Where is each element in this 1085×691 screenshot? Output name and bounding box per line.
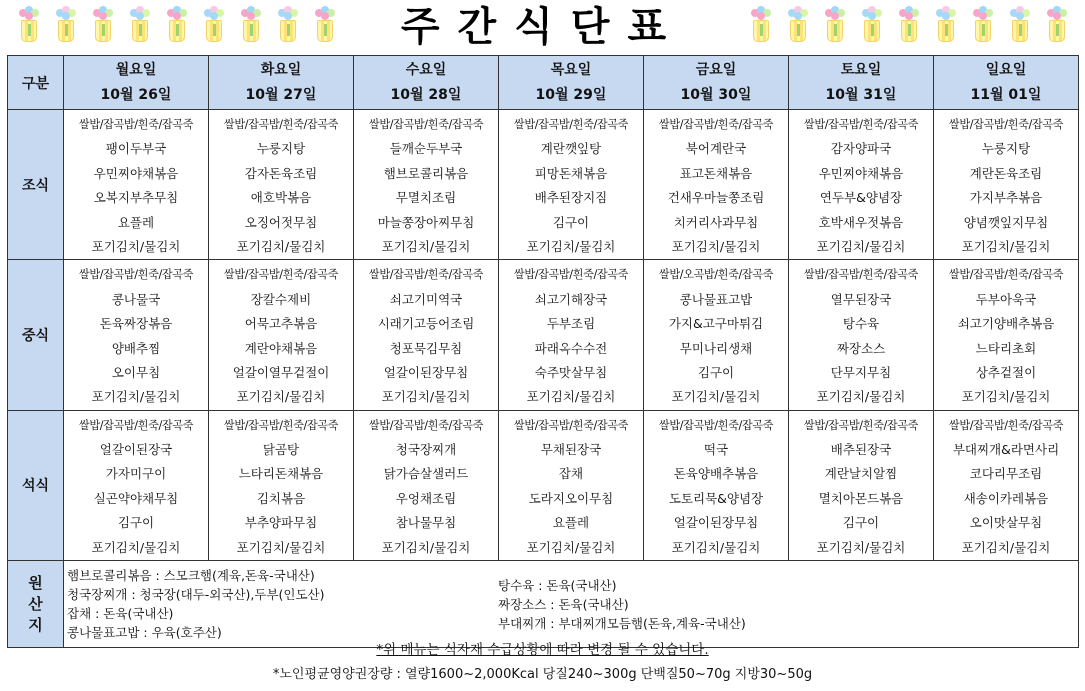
origin-line: 탕수육 : 돈육(국내산) (498, 578, 617, 594)
menu-item: 오복지부추무침 (93, 190, 179, 206)
menu-item: 가지부추볶음 (969, 190, 1043, 206)
menu-item: 부대찌개&라면사리 (952, 442, 1060, 458)
menu-item: 쌀밥/잡곡밥/흰죽/잡곡죽 (658, 118, 774, 131)
menu-item: 포기김치/물김치 (91, 539, 181, 555)
flower-pot-icon (269, 4, 306, 48)
menu-item: 계란날치알찜 (824, 466, 898, 482)
menu-item: 감자돈육조림 (244, 165, 318, 181)
meal-label: 중식 (8, 260, 64, 410)
meal-row (8, 410, 1079, 560)
menu-item: 장칼수제비 (250, 291, 312, 307)
menu-item: 누룽지탕 (256, 141, 306, 157)
origin-label-char: 지 (28, 615, 43, 634)
menu-item: 양념깻잎지무침 (963, 214, 1049, 230)
flower-pot-icon (779, 4, 816, 48)
menu-item: 닭곰탕 (262, 442, 300, 458)
menu-item: 북어계란국 (685, 141, 747, 157)
menu-item: 쌀밥/잡곡밥/흰죽/잡곡죽 (948, 418, 1064, 432)
menu-item: 쌀밥/잡곡밥/흰죽/잡곡죽 (803, 118, 919, 131)
flower-pot-icon (121, 4, 158, 48)
menu-item: 포기김치/물김치 (961, 539, 1051, 555)
flower-pot-icon (10, 4, 47, 48)
origin-line: 콩나물표고밥 : 우육(호주산) (67, 625, 222, 641)
menu-cell (644, 260, 789, 410)
menu-item: 애호박볶음 (250, 190, 312, 206)
menu-item: 얼갈이된장무침 (383, 364, 469, 380)
flower-pot-icon (84, 4, 121, 48)
day-header (934, 56, 1079, 110)
menu-item: 포기김치/물김치 (671, 539, 761, 555)
menu-item: 짜장소스 (836, 340, 886, 356)
menu-cell (354, 110, 499, 260)
menu-item: 포기김치/물김치 (671, 389, 761, 405)
flower-pot-icon (232, 4, 269, 48)
menu-item: 쌀밥/잡곡밥/흰죽/잡곡죽 (78, 418, 194, 432)
day-date: 10월 30일 (680, 86, 752, 103)
origin-line: 청국장찌개 : 청국장(대두-외국산),두부(인도산) (67, 587, 325, 603)
menu-item: 멸치아몬드볶음 (818, 490, 904, 506)
day-header (354, 56, 499, 110)
menu-item: 무미나리생채 (679, 340, 753, 356)
origin-line: 햄브로콜리볶음 : 스모크햄(계육,돈육-국내산) (67, 568, 315, 584)
menu-item: 계란야채볶음 (244, 340, 318, 356)
menu-item: 쇠고기미역국 (389, 291, 463, 307)
menu-cell (934, 410, 1079, 560)
menu-cell (644, 110, 789, 260)
menu-item: 콩나물국 (111, 291, 161, 307)
origin-line: 잡채 : 돈육(국내산) (67, 606, 174, 622)
meal-row (8, 110, 1079, 260)
origin-column-right (498, 576, 746, 633)
menu-item: 시래기고등어조림 (377, 316, 475, 332)
menu-item: 코다리무조림 (969, 466, 1043, 482)
menu-item: 참나물무침 (395, 515, 457, 531)
menu-item: 쌀밥/잡곡밥/흰죽/잡곡죽 (803, 418, 919, 432)
menu-item: 오징어젓무침 (244, 214, 318, 230)
menu-item: 포기김치/물김치 (381, 539, 471, 555)
menu-item: 포기김치/물김치 (526, 238, 616, 254)
menu-item: 새송이카레볶음 (963, 490, 1049, 506)
menu-item: 쌀밥/잡곡밥/흰죽/잡곡죽 (368, 118, 484, 131)
menu-item: 무멸치조림 (395, 190, 457, 206)
menu-item: 포기김치/물김치 (236, 238, 326, 254)
menu-item: 포기김치/물김치 (816, 389, 906, 405)
menu-cell (64, 260, 209, 410)
header-row (8, 56, 1079, 110)
menu-item: 잡채 (558, 466, 584, 482)
day-name: 일요일 (985, 61, 1027, 78)
menu-cell (209, 260, 354, 410)
origin-label (8, 561, 64, 648)
menu-item: 양배추찜 (111, 340, 161, 356)
menu-item: 무채된장국 (540, 442, 602, 458)
menu-item: 쌀밥/잡곡밥/흰죽/잡곡죽 (223, 118, 339, 131)
menu-item: 부추양파무침 (244, 515, 318, 531)
day-name: 목요일 (550, 61, 592, 78)
menu-item: 두부아욱국 (975, 291, 1037, 307)
menu-item: 표고돈채볶음 (679, 165, 753, 181)
menu-item: 요플레 (117, 214, 155, 230)
menu-item: 돈육양배추볶음 (673, 466, 759, 482)
menu-item: 김구이 (697, 364, 735, 380)
menu-item: 쌀밥/잡곡밥/흰죽/잡곡죽 (223, 268, 339, 282)
menu-item: 청포묵김무침 (389, 340, 463, 356)
flower-pot-icon (927, 4, 964, 48)
menu-cell (789, 260, 934, 410)
menu-item: 얼갈이된장무침 (673, 515, 759, 531)
origin-column-left (67, 566, 325, 642)
decoration-left (10, 4, 343, 48)
menu-item: 열무된장국 (830, 291, 892, 307)
menu-item: 탕수육 (842, 316, 880, 332)
menu-item: 가자미구이 (105, 466, 167, 482)
menu-item: 가지&고구마튀김 (668, 316, 764, 332)
menu-item: 숙주맛살무침 (534, 364, 608, 380)
menu-item: 쌀밥/잡곡밥/흰죽/잡곡죽 (513, 268, 629, 282)
menu-item: 우민찌야채볶음 (93, 165, 179, 181)
menu-item: 쌀밥/잡곡밥/흰죽/잡곡죽 (513, 118, 629, 131)
menu-item: 돈육짜장볶음 (99, 316, 173, 332)
menu-item: 포기김치/물김치 (526, 539, 616, 555)
day-date: 10월 28일 (390, 86, 462, 103)
origin-label-char: 원 (28, 573, 43, 592)
page-title: 주간식단표 (400, 4, 685, 50)
menu-item: 포기김치/물김치 (381, 389, 471, 405)
menu-cell (499, 260, 644, 410)
menu-item: 김구이 (552, 214, 590, 230)
menu-cell (354, 260, 499, 410)
menu-item: 건새우마늘쫑조림 (667, 190, 765, 206)
menu-cell (789, 110, 934, 260)
menu-item: 쌀밥/잡곡밥/흰죽/잡곡죽 (658, 418, 774, 432)
day-header (499, 56, 644, 110)
day-header (64, 56, 209, 110)
nutrition-footer: *노인평균영양권장량 : 열량1600~2,000Kcal 당질240~300g 단백질50~70g 지방30~50g (272, 667, 813, 682)
menu-item: 감자양파국 (830, 141, 892, 157)
menu-item: 포기김치/물김치 (816, 238, 906, 254)
day-name: 월요일 (115, 61, 157, 78)
menu-item: 팽이두부국 (105, 141, 167, 157)
menu-item: 닭가슴살샐러드 (383, 466, 469, 482)
day-date: 10월 26일 (100, 86, 172, 103)
meal-label: 조식 (8, 110, 64, 260)
meal-row (8, 260, 1079, 410)
flower-pot-icon (1038, 4, 1075, 48)
menu-item: 어묵고추볶음 (244, 316, 318, 332)
menu-cell (644, 410, 789, 560)
menu-item: 포기김치/물김치 (671, 238, 761, 254)
weekly-menu-table (7, 55, 1079, 648)
menu-item: 계란깻잎탕 (540, 141, 602, 157)
flower-pot-icon (816, 4, 853, 48)
origin-line: 짜장소스 : 돈육(국내산) (498, 597, 629, 613)
menu-item: 쌀밥/잡곡밥/흰죽/잡곡죽 (223, 418, 339, 432)
menu-item: 쌀밥/오곡밥/흰죽/잡곡죽 (658, 268, 774, 282)
day-name: 금요일 (695, 61, 737, 78)
menu-item: 쌀밥/잡곡밥/흰죽/잡곡죽 (78, 268, 194, 282)
gubun-header: 구분 (8, 56, 64, 110)
menu-item: 김구이 (842, 515, 880, 531)
day-header (209, 56, 354, 110)
menu-item: 느타리돈채볶음 (238, 466, 324, 482)
menu-item: 우민찌야채볶음 (818, 165, 904, 181)
day-date: 10월 27일 (245, 86, 317, 103)
meal-label: 석식 (8, 410, 64, 560)
menu-item: 단무지무침 (830, 364, 892, 380)
menu-item: 포기김치/물김치 (91, 389, 181, 405)
menu-item: 포기김치/물김치 (91, 238, 181, 254)
menu-item: 콩나물표고밥 (679, 291, 753, 307)
day-date: 10월 31일 (825, 86, 897, 103)
day-date: 10월 29일 (535, 86, 607, 103)
menu-cell (499, 410, 644, 560)
menu-cell (789, 410, 934, 560)
menu-item: 우엉채조림 (395, 490, 457, 506)
menu-item: 파래옥수수전 (534, 340, 608, 356)
menu-item: 느타리초회 (975, 340, 1037, 356)
menu-item: 도토리묵&양념장 (668, 490, 764, 506)
menu-item: 쌀밥/잡곡밥/흰죽/잡곡죽 (948, 268, 1064, 282)
menu-item: 쌀밥/잡곡밥/흰죽/잡곡죽 (78, 118, 194, 131)
decoration-right (742, 4, 1075, 48)
flower-pot-icon (1001, 4, 1038, 48)
origin-label-char: 산 (28, 594, 43, 613)
menu-item: 얼갈이열무겉절이 (232, 364, 330, 380)
menu-cell (209, 410, 354, 560)
flower-pot-icon (742, 4, 779, 48)
menu-item: 쌀밥/잡곡밥/흰죽/잡곡죽 (368, 268, 484, 282)
menu-item: 피망돈채볶음 (534, 165, 608, 181)
menu-cell (499, 110, 644, 260)
menu-item: 실곤약야채무침 (93, 490, 179, 506)
day-header (789, 56, 934, 110)
menu-item: 포기김치/물김치 (381, 238, 471, 254)
menu-item: 오이무침 (111, 364, 161, 380)
menu-item: 연두부&양념장 (819, 190, 903, 206)
menu-item: 포기김치/물김치 (816, 539, 906, 555)
menu-item: 쌀밥/잡곡밥/흰죽/잡곡죽 (368, 418, 484, 432)
flower-pot-icon (195, 4, 232, 48)
menu-item: 쌀밥/잡곡밥/흰죽/잡곡죽 (513, 418, 629, 432)
change-notice: *위 메뉴는 식자재 수급상황에 따라 변경 될 수 있습니다. (376, 642, 709, 658)
flower-pot-icon (964, 4, 1001, 48)
menu-item: 포기김치/물김치 (236, 389, 326, 405)
menu-cell (934, 110, 1079, 260)
menu-item: 쇠고기양배추볶음 (957, 316, 1055, 332)
menu-item: 포기김치/물김치 (961, 389, 1051, 405)
day-name: 화요일 (260, 61, 302, 78)
origin-row (8, 561, 1079, 648)
menu-cell (64, 110, 209, 260)
menu-item: 쌀밥/잡곡밥/흰죽/잡곡죽 (803, 268, 919, 282)
menu-item: 계란돈육조림 (969, 165, 1043, 181)
menu-item: 배추된장국 (830, 442, 892, 458)
menu-item: 쌀밥/잡곡밥/흰죽/잡곡죽 (948, 118, 1064, 131)
menu-item: 호박새우젓볶음 (818, 214, 904, 230)
menu-cell (354, 410, 499, 560)
menu-item: 누룽지탕 (981, 141, 1031, 157)
flower-pot-icon (853, 4, 890, 48)
menu-cell (934, 260, 1079, 410)
menu-item: 요플레 (552, 515, 590, 531)
menu-cell (64, 410, 209, 560)
menu-item: 상추겉절이 (975, 364, 1037, 380)
flower-pot-icon (158, 4, 195, 48)
menu-item: 배추된장지짐 (534, 190, 608, 206)
menu-item: 들깨순두부국 (389, 141, 463, 157)
menu-item: 햄브로콜리볶음 (383, 165, 469, 181)
menu-item: 포기김치/물김치 (526, 389, 616, 405)
page-header (0, 0, 1085, 52)
menu-cell (209, 110, 354, 260)
flower-pot-icon (47, 4, 84, 48)
menu-item: 김치볶음 (256, 490, 306, 506)
menu-item: 김구이 (117, 515, 155, 531)
menu-item: 포기김치/물김치 (961, 238, 1051, 254)
day-date: 11월 01일 (970, 86, 1042, 103)
menu-item: 두부조림 (546, 316, 596, 332)
menu-item: 치커리사과무침 (673, 214, 759, 230)
menu-item: 쇠고기해장국 (534, 291, 608, 307)
menu-item: 떡국 (703, 442, 729, 458)
origin-line: 부대찌개 : 부대찌개모듬햄(돈육,계육-국내산) (498, 616, 746, 632)
menu-item: 도라지오이무침 (528, 490, 614, 506)
menu-item: 포기김치/물김치 (236, 539, 326, 555)
day-header (644, 56, 789, 110)
day-name: 토요일 (840, 61, 882, 78)
menu-item: 오이맛살무침 (969, 515, 1043, 531)
day-name: 수요일 (405, 61, 447, 78)
flower-pot-icon (306, 4, 343, 48)
flower-pot-icon (890, 4, 927, 48)
menu-item: 마늘쫑장아찌무침 (377, 214, 475, 230)
menu-item: 얼갈이된장국 (99, 442, 173, 458)
origin-info (64, 561, 1079, 648)
menu-item: 청국장찌개 (395, 442, 457, 458)
